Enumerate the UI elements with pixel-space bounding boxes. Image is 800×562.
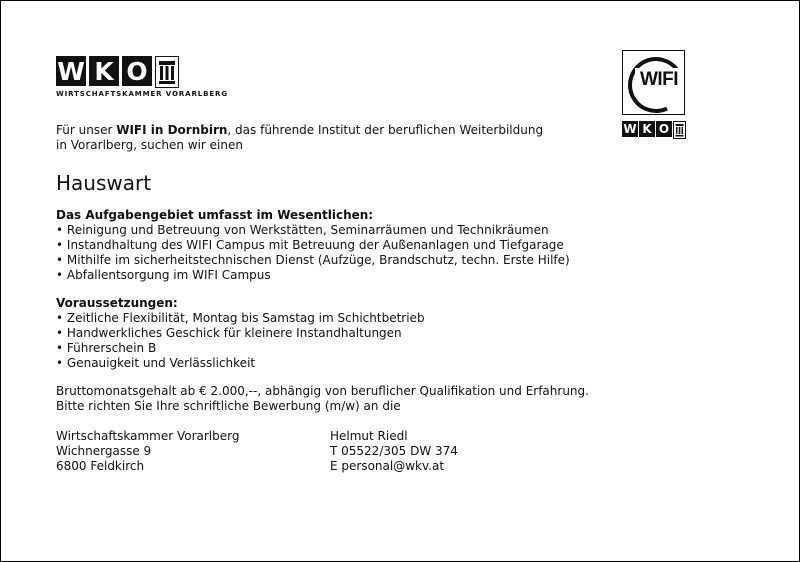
address-org: Wirtschaftskammer Vorarlberg <box>56 429 240 443</box>
intro-text <box>56 123 543 153</box>
wifi-logo <box>622 50 685 139</box>
task-item: • Mithilfe im sicherheitstechnischen Dienst (Aufzüge, Brandschutz, techn. Erste Hilfe) <box>56 253 570 268</box>
application-line: Bitte richten Sie Ihre schriftliche Bewerbung (m/w) an die <box>56 399 401 413</box>
wifi-logo-text: WIFI <box>635 68 683 92</box>
intro-line-1 <box>56 123 543 138</box>
contact-phone: T 05522/305 DW 374 <box>330 444 458 458</box>
wifi-wko-mini-logo <box>622 121 686 140</box>
job-title: Hauswart <box>56 171 152 195</box>
address-street: Wichnergasse 9 <box>56 444 152 458</box>
requirement-item: • Zeitliche Flexibilität, Montag bis Samstag im Schichtbetrieb <box>56 311 425 326</box>
task-item: • Abfallentsorgung im WIFI Campus <box>56 268 570 283</box>
wko-letter-w: W <box>57 57 85 86</box>
address-city: 6800 Feldkirch <box>56 459 145 473</box>
tasks-heading: Das Aufgabengebiet umfasst im Wesentlichen: <box>56 208 374 222</box>
task-item: • Instandhaltung des WIFI Campus mit Betreuung der Außenanlagen und Tiefgarage <box>56 238 570 253</box>
contact-name: Helmut Riedl <box>330 429 408 443</box>
coat-of-arms-icon <box>155 56 179 88</box>
intro-part-1: Für unser <box>56 123 117 137</box>
salary-section <box>56 384 589 414</box>
salary-line: Bruttomonatsgehalt ab € 2.000,--, abhängig von beruflicher Qualifikation und Erfahrung. <box>56 384 589 398</box>
coat-of-arms-mini-icon <box>673 121 686 139</box>
wko-letter-k: K <box>89 56 119 86</box>
requirements-heading: Voraussetzungen: <box>56 296 178 310</box>
requirement-item: • Genauigkeit und Verlässlichkeit <box>56 356 425 371</box>
wko-subtitle: WIRTSCHAFTSKAMMER VORARLBERG <box>56 90 228 98</box>
address-block <box>56 429 239 474</box>
intro-line-2: in Vorarlberg, suchen wir einen <box>56 138 243 152</box>
wko-mini-letter-k: K <box>639 121 655 137</box>
tasks-section <box>56 208 570 283</box>
task-item: • Reinigung und Betreuung von Werkstätten, Seminarräumen und Technikräumen <box>56 223 570 238</box>
requirements-section <box>56 296 425 371</box>
contact-email[interactable]: E personal@wkv.at <box>330 459 445 473</box>
intro-bold-location: WIFI in Dornbirn <box>116 123 228 137</box>
wko-letter-o: O <box>122 56 152 86</box>
wko-logo <box>56 56 228 98</box>
requirement-item: • Führerschein B <box>56 341 425 356</box>
wko-mini-letter-w: W <box>623 122 637 136</box>
contact-block <box>330 429 458 474</box>
requirement-item: • Handwerkliches Geschick für kleinere Instandhaltungen <box>56 326 425 341</box>
intro-part-2: , das führende Institut der beruflichen Weiterbildung <box>227 123 544 137</box>
wko-mini-letter-o: O <box>656 121 672 137</box>
wifi-logo-box <box>622 50 685 115</box>
